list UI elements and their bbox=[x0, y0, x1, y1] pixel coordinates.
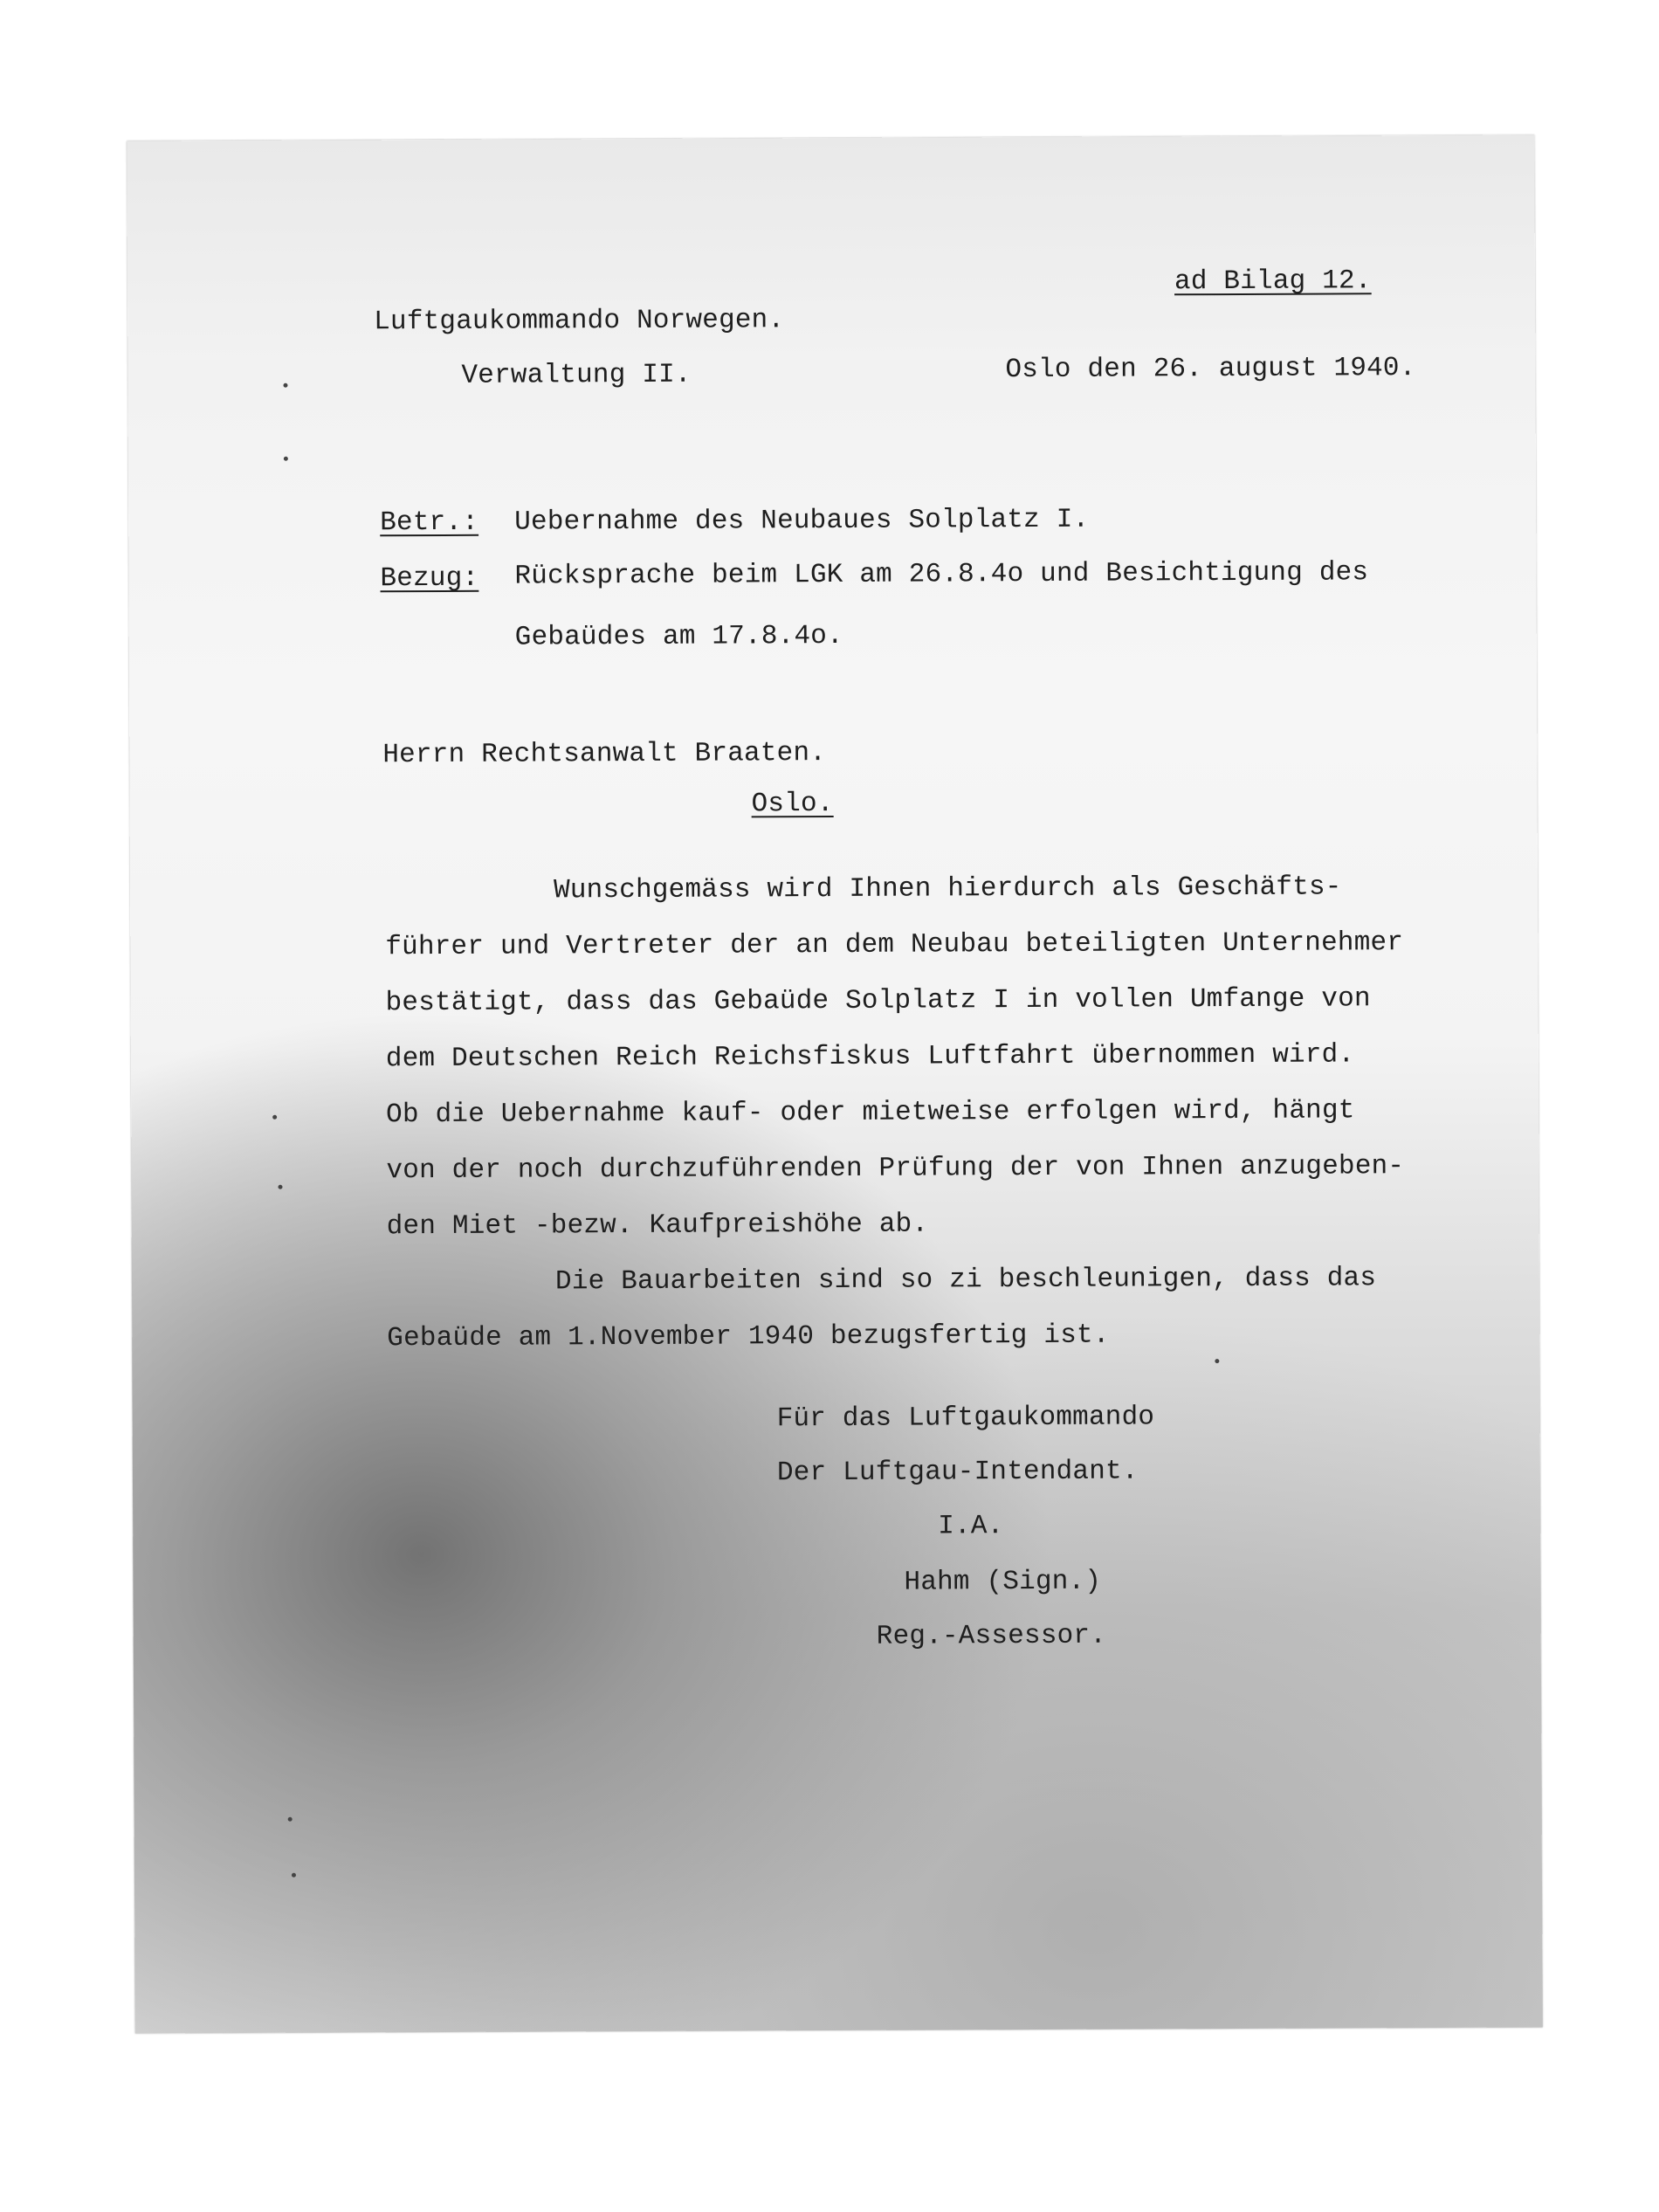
annex-reference: ad Bilag 12. bbox=[1174, 265, 1372, 298]
punch-mark bbox=[288, 1817, 293, 1822]
punch-mark bbox=[292, 1873, 296, 1878]
recipient-city: Oslo. bbox=[751, 789, 834, 820]
punch-mark bbox=[1215, 1359, 1219, 1363]
punch-mark bbox=[278, 1185, 282, 1189]
betr-text: Uebernahme des Neubaues Solplatz I. bbox=[514, 504, 1090, 538]
sender-name: Luftgaukommando Norwegen. bbox=[374, 305, 785, 338]
body-line: dem Deutschen Reich Reichsfiskus Luftfahrt übernommen wird. bbox=[385, 1039, 1355, 1075]
department: Verwaltung II. bbox=[461, 359, 692, 391]
bezug-line-1: Rücksprache beim LGK am 26.8.4o und Besichtigung des bbox=[514, 557, 1369, 592]
punch-mark bbox=[284, 457, 288, 461]
recipient-name: Herrn Rechtsanwalt Braaten. bbox=[382, 738, 827, 771]
body-line: führer und Vertreter der an dem Neubau beteiligten Unternehmer bbox=[385, 927, 1404, 963]
document-sheet bbox=[127, 134, 1542, 2033]
bezug-label: Bezug: bbox=[380, 562, 479, 595]
signature-line-5: Reg.-Assessor. bbox=[876, 1620, 1107, 1652]
signature-line-2: Der Luftgau-Intendant. bbox=[776, 1456, 1139, 1489]
body-line: Die Bauarbeiten sind so zi beschleunigen, dass das bbox=[554, 1263, 1377, 1298]
punch-mark bbox=[272, 1115, 277, 1120]
body-line: den Miet -bezw. Kaufpreishöhe ab. bbox=[386, 1209, 929, 1243]
signature-line-4: Hahm (Sign.) bbox=[904, 1566, 1102, 1598]
body-line: Gebaüde am 1.November 1940 bezugsfertig ist. bbox=[387, 1320, 1110, 1354]
body-line: Ob die Uebernahme kauf- oder mietweise erfolgen wird, hängt bbox=[386, 1095, 1355, 1131]
body-line: bestätigt, dass das Gebaüde Solplatz I in vollen Umfange von bbox=[385, 983, 1371, 1019]
punch-mark bbox=[283, 383, 287, 388]
betr-label: Betr.: bbox=[380, 506, 479, 539]
body-line: Wunschgemäss wird Ihnen hierdurch als Geschäfts- bbox=[553, 872, 1342, 906]
body-line: von der noch durchzuführenden Prüfung der von Ihnen anzugeben- bbox=[386, 1151, 1405, 1187]
signature-line-3: I.A. bbox=[938, 1511, 1004, 1542]
place-date: Oslo den 26. august 1940. bbox=[1005, 353, 1416, 386]
signature-line-1: Für das Luftgaukommando bbox=[776, 1402, 1155, 1435]
bezug-line-2: Gebaüdes am 17.8.4o. bbox=[514, 620, 843, 653]
